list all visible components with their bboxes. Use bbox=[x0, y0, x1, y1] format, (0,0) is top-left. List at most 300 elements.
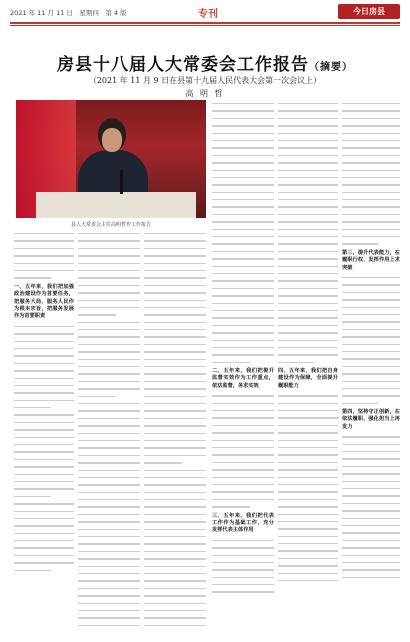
text-column-3 bbox=[144, 230, 206, 632]
body-text-line bbox=[278, 444, 338, 451]
body-text-line bbox=[278, 577, 338, 584]
body-text-line bbox=[144, 341, 206, 348]
body-text-line bbox=[342, 226, 400, 233]
body-text-line bbox=[78, 311, 140, 318]
body-text-line bbox=[342, 385, 400, 392]
body-text-line bbox=[278, 511, 338, 518]
body-text-line bbox=[278, 144, 338, 151]
body-text-line bbox=[342, 274, 400, 281]
body-text-line bbox=[78, 326, 140, 333]
body-text-line bbox=[78, 437, 140, 444]
body-text-line bbox=[212, 537, 274, 544]
body-text-line bbox=[342, 485, 400, 492]
body-text-line bbox=[78, 533, 140, 540]
body-text-line bbox=[278, 503, 338, 510]
body-text-line bbox=[14, 515, 74, 522]
body-text-line bbox=[144, 481, 206, 488]
body-text-line bbox=[144, 348, 206, 355]
section-heading-4: 四、五年来，我们把自身建设作为保障，全面提升履职能力 bbox=[278, 368, 338, 389]
body-text-line bbox=[144, 614, 206, 621]
body-text-line bbox=[212, 392, 274, 399]
body-text-line bbox=[212, 422, 274, 429]
body-text-line bbox=[278, 422, 338, 429]
body-text-line bbox=[212, 451, 274, 458]
body-text-line bbox=[78, 467, 140, 474]
body-text-line bbox=[78, 600, 140, 607]
body-text-line bbox=[212, 144, 274, 151]
body-text-line bbox=[144, 437, 206, 444]
body-text-line bbox=[278, 437, 338, 444]
body-text-line bbox=[78, 267, 140, 274]
body-text-line bbox=[144, 378, 206, 385]
body-text-line bbox=[342, 363, 400, 370]
body-text-line bbox=[14, 389, 74, 396]
body-text-line bbox=[278, 314, 338, 321]
body-text-line bbox=[14, 338, 74, 345]
body-text-line bbox=[144, 289, 206, 296]
body-text-line bbox=[14, 544, 74, 551]
body-text-line bbox=[342, 159, 400, 166]
body-text-line bbox=[14, 508, 74, 515]
body-text-line bbox=[278, 570, 338, 577]
body-text-line bbox=[212, 407, 274, 414]
body-text-line bbox=[278, 189, 338, 196]
body-text-line bbox=[144, 297, 206, 304]
body-text-line bbox=[278, 562, 338, 569]
body-text-line bbox=[144, 311, 206, 318]
body-text-line bbox=[278, 459, 338, 466]
body-text-line bbox=[342, 196, 400, 203]
body-text-line bbox=[278, 100, 338, 107]
body-text-line bbox=[144, 333, 206, 340]
body-text-line bbox=[278, 122, 338, 129]
body-text-line bbox=[342, 333, 400, 340]
body-text-line bbox=[278, 481, 338, 488]
body-text-line bbox=[342, 492, 400, 499]
body-text-line bbox=[14, 478, 74, 485]
body-text-line bbox=[342, 296, 400, 303]
body-text-line bbox=[342, 574, 400, 581]
body-text-line bbox=[342, 529, 400, 536]
body-text-line bbox=[212, 285, 274, 292]
body-text-line bbox=[14, 345, 74, 352]
text-column-4 bbox=[212, 100, 274, 632]
body-text-line bbox=[342, 515, 400, 522]
body-text-line bbox=[78, 489, 140, 496]
body-text-line bbox=[278, 285, 338, 292]
body-text-line bbox=[78, 511, 140, 518]
body-text-line bbox=[212, 233, 274, 240]
body-text-line bbox=[14, 397, 74, 404]
body-text-line bbox=[78, 518, 140, 525]
body-text-line bbox=[342, 211, 400, 218]
body-text-line bbox=[144, 489, 206, 496]
body-text-line bbox=[78, 237, 140, 244]
body-text-line bbox=[78, 503, 140, 510]
body-text-line bbox=[78, 378, 140, 385]
body-text-line bbox=[212, 307, 274, 314]
body-text-line bbox=[78, 563, 140, 570]
body-text-line bbox=[342, 559, 400, 566]
body-text-line bbox=[78, 415, 140, 422]
body-text-line bbox=[212, 189, 274, 196]
body-text-line bbox=[14, 352, 74, 359]
body-text-line bbox=[78, 393, 140, 400]
body-text-line bbox=[144, 363, 206, 370]
body-text-line bbox=[212, 270, 274, 277]
body-text-line bbox=[212, 574, 274, 581]
body-text-line bbox=[278, 233, 338, 240]
body-text-line bbox=[278, 203, 338, 210]
article-subtitle: （2021 年 11 月 9 日在县第十九届人民代表大会第一次会议上） bbox=[88, 76, 322, 85]
body-text-line bbox=[342, 566, 400, 573]
body-text-line bbox=[342, 203, 400, 210]
body-text-line bbox=[342, 130, 400, 137]
body-text-line bbox=[212, 159, 274, 166]
body-text-line bbox=[342, 115, 400, 122]
body-text-line bbox=[212, 152, 274, 159]
body-text-line bbox=[278, 107, 338, 114]
body-text-line bbox=[78, 297, 140, 304]
body-text-line bbox=[212, 400, 274, 407]
body-text-line bbox=[212, 337, 274, 344]
article-author: 高 明 哲 bbox=[185, 89, 225, 98]
body-text-line bbox=[212, 277, 274, 284]
body-text-line bbox=[278, 337, 338, 344]
section-heading-2: 二、五年来，我们把提升监督实效作为工作重点，依法监督，务求实效 bbox=[212, 368, 274, 389]
body-text-line bbox=[278, 414, 338, 421]
body-text-line bbox=[14, 419, 74, 426]
body-text-line bbox=[144, 304, 206, 311]
body-text-line bbox=[342, 152, 400, 159]
body-text-line bbox=[278, 174, 338, 181]
body-text-line bbox=[144, 503, 206, 510]
body-text-line bbox=[78, 481, 140, 488]
body-text-line bbox=[14, 323, 74, 330]
body-text-line bbox=[278, 181, 338, 188]
body-text-line bbox=[144, 245, 206, 252]
body-text-line bbox=[342, 281, 400, 288]
body-text-line bbox=[342, 378, 400, 385]
body-text-line bbox=[144, 370, 206, 377]
body-text-line bbox=[342, 433, 400, 440]
body-text-line bbox=[212, 314, 274, 321]
body-text-line bbox=[78, 614, 140, 621]
body-text-line bbox=[342, 137, 400, 144]
body-text-line bbox=[78, 430, 140, 437]
body-text-line bbox=[14, 448, 74, 455]
body-text-line bbox=[342, 122, 400, 129]
body-text-line bbox=[78, 459, 140, 466]
body-text-line bbox=[342, 233, 400, 240]
body-text-line bbox=[78, 289, 140, 296]
body-text-line bbox=[14, 411, 74, 418]
body-text-line bbox=[212, 581, 274, 588]
body-text-line bbox=[278, 474, 338, 481]
body-text-line bbox=[14, 237, 74, 244]
body-text-line bbox=[78, 422, 140, 429]
body-text-line bbox=[78, 385, 140, 392]
body-text-line bbox=[278, 466, 338, 473]
body-text-line bbox=[78, 333, 140, 340]
speaker-photo bbox=[16, 100, 206, 218]
body-text-line bbox=[144, 585, 206, 592]
body-text-line bbox=[278, 226, 338, 233]
body-text-line bbox=[78, 304, 140, 311]
body-text-line bbox=[212, 226, 274, 233]
body-text-line bbox=[212, 248, 274, 255]
body-text-line bbox=[78, 577, 140, 584]
body-text-line bbox=[78, 607, 140, 614]
body-text-line bbox=[278, 137, 338, 144]
body-text-line bbox=[278, 115, 338, 122]
body-text-line bbox=[144, 430, 206, 437]
body-text-line bbox=[278, 300, 338, 307]
body-text-line bbox=[278, 277, 338, 284]
body-text-line bbox=[212, 359, 274, 366]
body-text-line bbox=[212, 115, 274, 122]
body-text-line bbox=[14, 500, 74, 507]
body-text-line bbox=[342, 100, 400, 107]
body-text-line bbox=[342, 392, 400, 399]
body-text-line bbox=[78, 622, 140, 629]
body-text-line bbox=[144, 282, 206, 289]
body-text-line bbox=[144, 600, 206, 607]
body-text-line bbox=[144, 230, 206, 237]
body-text-line bbox=[144, 511, 206, 518]
body-text-line bbox=[78, 570, 140, 577]
body-text-line bbox=[212, 122, 274, 129]
body-text-line bbox=[78, 370, 140, 377]
body-text-line bbox=[144, 467, 206, 474]
text-column-2 bbox=[78, 230, 140, 632]
text-column-6 bbox=[342, 100, 400, 632]
body-text-line bbox=[14, 245, 74, 252]
body-text-line bbox=[278, 292, 338, 299]
body-text-line bbox=[144, 385, 206, 392]
photo-caption: 县人大常委会主任高明哲作工作报告 bbox=[70, 222, 151, 228]
body-text-line bbox=[14, 471, 74, 478]
body-text-line bbox=[78, 363, 140, 370]
body-text-line bbox=[212, 292, 274, 299]
body-text-line bbox=[14, 404, 74, 411]
body-text-line bbox=[342, 455, 400, 462]
section-heading-1: 一、五年来，我们把加强政治建设作为首要任务，把服务大局、服务人民作为根本宗旨，把服务发展作为首要职责 bbox=[14, 283, 74, 320]
body-text-line bbox=[278, 518, 338, 525]
body-text-line bbox=[342, 341, 400, 348]
body-text-line bbox=[212, 255, 274, 262]
body-text-line bbox=[78, 444, 140, 451]
body-text-line bbox=[144, 274, 206, 281]
body-text-line bbox=[78, 230, 140, 237]
body-text-line bbox=[278, 429, 338, 436]
body-text-line bbox=[78, 400, 140, 407]
body-text-line bbox=[78, 496, 140, 503]
body-text-line bbox=[278, 407, 338, 414]
body-text-line bbox=[14, 260, 74, 267]
body-text-line bbox=[278, 211, 338, 218]
body-text-line bbox=[342, 500, 400, 507]
podium-desk bbox=[36, 192, 196, 218]
body-text-line bbox=[78, 548, 140, 555]
body-text-line bbox=[78, 260, 140, 267]
body-text-line bbox=[14, 367, 74, 374]
body-text-line bbox=[144, 548, 206, 555]
body-text-line bbox=[342, 174, 400, 181]
newspaper-logo: 今日房县 bbox=[338, 4, 400, 19]
body-text-line bbox=[14, 485, 74, 492]
body-text-line bbox=[278, 540, 338, 547]
article-headline bbox=[10, 50, 400, 75]
body-text-line bbox=[342, 355, 400, 362]
body-text-line bbox=[144, 260, 206, 267]
date-line: 2021 年 11 月 11 日 星期四 第 4 版 bbox=[10, 9, 127, 17]
body-text-line bbox=[278, 130, 338, 137]
body-text-line bbox=[14, 426, 74, 433]
body-text-line bbox=[278, 351, 338, 358]
body-text-line bbox=[342, 544, 400, 551]
body-text-line bbox=[278, 488, 338, 495]
page-header bbox=[10, 4, 400, 20]
body-text-line bbox=[212, 496, 274, 503]
body-text-line bbox=[342, 218, 400, 225]
headline-text: 房县十八届人大常委会工作报告 bbox=[57, 55, 309, 75]
body-text-line bbox=[212, 211, 274, 218]
body-text-line bbox=[144, 607, 206, 614]
section-heading-3: 三、五年来，我们把代表工作作为基础工作，充分发挥代表主体作用 bbox=[212, 512, 274, 534]
body-text-line bbox=[342, 240, 400, 247]
body-text-line bbox=[212, 544, 274, 551]
body-text-line bbox=[14, 522, 74, 529]
text-column-5 bbox=[278, 100, 338, 632]
body-text-line bbox=[14, 463, 74, 470]
body-text-line bbox=[278, 255, 338, 262]
body-text-line bbox=[342, 167, 400, 174]
body-text-line bbox=[78, 585, 140, 592]
body-text-line bbox=[212, 100, 274, 107]
body-text-line bbox=[212, 130, 274, 137]
body-text-line bbox=[212, 174, 274, 181]
body-text-line bbox=[278, 167, 338, 174]
body-text-line bbox=[342, 507, 400, 514]
body-text-line bbox=[14, 375, 74, 382]
body-text-line bbox=[212, 488, 274, 495]
body-text-line bbox=[14, 267, 74, 274]
body-text-line bbox=[278, 533, 338, 540]
body-text-line bbox=[278, 263, 338, 270]
body-text-line bbox=[144, 267, 206, 274]
body-text-line bbox=[278, 344, 338, 351]
body-text-line bbox=[342, 326, 400, 333]
body-text-line bbox=[144, 237, 206, 244]
body-text-line bbox=[78, 274, 140, 281]
body-text-line bbox=[78, 282, 140, 289]
body-text-line bbox=[78, 245, 140, 252]
body-text-line bbox=[278, 496, 338, 503]
body-text-line bbox=[278, 555, 338, 562]
body-text-line bbox=[278, 240, 338, 247]
body-text-line bbox=[144, 422, 206, 429]
body-text-line bbox=[212, 329, 274, 336]
body-text-line bbox=[212, 444, 274, 451]
section-heading-5: 第三，提升代表能力，在履职行权、发挥作用上求突破 bbox=[342, 249, 400, 271]
body-text-line bbox=[212, 300, 274, 307]
body-text-line bbox=[342, 107, 400, 114]
body-text-line bbox=[144, 474, 206, 481]
body-text-line bbox=[144, 326, 206, 333]
body-text-line bbox=[14, 552, 74, 559]
body-text-line bbox=[144, 518, 206, 525]
body-text-line bbox=[14, 537, 74, 544]
body-text-line bbox=[14, 559, 74, 566]
body-text-line bbox=[78, 592, 140, 599]
body-text-line bbox=[212, 437, 274, 444]
body-text-line bbox=[278, 218, 338, 225]
body-text-line bbox=[278, 329, 338, 336]
body-text-line bbox=[144, 555, 206, 562]
body-text-line bbox=[212, 503, 274, 510]
body-text-line bbox=[14, 330, 74, 337]
body-text-line bbox=[144, 444, 206, 451]
body-text-line bbox=[342, 441, 400, 448]
body-text-line bbox=[144, 577, 206, 584]
body-text-line bbox=[212, 167, 274, 174]
body-text-line bbox=[212, 137, 274, 144]
body-text-line bbox=[212, 203, 274, 210]
body-text-line bbox=[212, 459, 274, 466]
body-text-line bbox=[144, 356, 206, 363]
body-text-line bbox=[14, 493, 74, 500]
section-title: 专刊 bbox=[198, 9, 218, 20]
body-text-line bbox=[342, 289, 400, 296]
body-text-line bbox=[14, 274, 74, 281]
body-text-line bbox=[144, 415, 206, 422]
body-text-line bbox=[144, 570, 206, 577]
body-text-line bbox=[278, 152, 338, 159]
text-column-1 bbox=[14, 230, 74, 632]
body-text-line bbox=[212, 263, 274, 270]
body-text-line bbox=[144, 622, 206, 629]
body-text-line bbox=[212, 181, 274, 188]
body-text-line bbox=[144, 459, 206, 466]
body-text-line bbox=[278, 525, 338, 532]
body-text-line bbox=[144, 540, 206, 547]
body-text-line bbox=[342, 348, 400, 355]
body-text-line bbox=[14, 530, 74, 537]
body-text-line bbox=[212, 566, 274, 573]
speaker-face bbox=[102, 128, 122, 152]
body-text-line bbox=[212, 322, 274, 329]
body-text-line bbox=[144, 563, 206, 570]
body-text-line bbox=[342, 463, 400, 470]
body-text-line bbox=[144, 629, 206, 632]
body-text-line bbox=[278, 270, 338, 277]
body-text-line bbox=[212, 559, 274, 566]
body-text-line bbox=[14, 567, 74, 574]
body-text-line bbox=[278, 159, 338, 166]
body-text-line bbox=[78, 526, 140, 533]
body-text-line bbox=[342, 304, 400, 311]
body-text-line bbox=[278, 451, 338, 458]
body-text-line bbox=[144, 393, 206, 400]
body-text-line bbox=[212, 466, 274, 473]
body-text-line bbox=[78, 341, 140, 348]
body-text-line bbox=[212, 414, 274, 421]
microphone-icon bbox=[120, 170, 123, 194]
body-text-line bbox=[78, 252, 140, 259]
body-text-line bbox=[212, 429, 274, 436]
body-text-line bbox=[342, 400, 400, 407]
